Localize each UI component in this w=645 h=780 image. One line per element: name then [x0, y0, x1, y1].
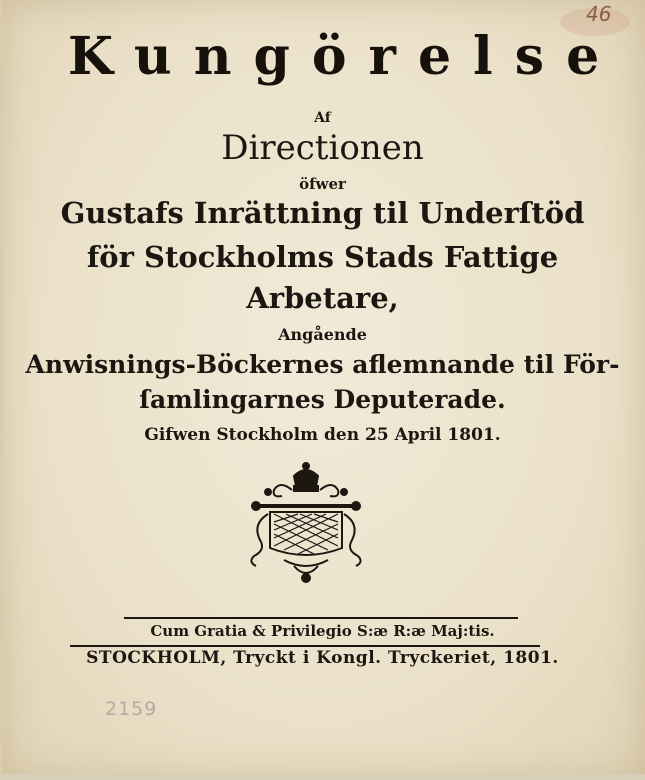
subject-line-1: Anwisnings-Böckernes aflemnande til För-: [25, 350, 620, 379]
divider-rule-top: [124, 617, 518, 619]
subject-line-2: ſamlingarnes Deputerade.: [139, 385, 506, 414]
preposition-af: Af: [314, 110, 331, 126]
handwritten-number-bottom: 2159: [105, 698, 158, 720]
handwritten-number-top: 46: [586, 2, 612, 26]
divider-rule-bottom: [70, 645, 540, 647]
issuer-heading: Directionen: [221, 128, 424, 168]
document-title: Kungörelse: [67, 26, 622, 87]
body-line-3: Arbetare,: [246, 281, 399, 315]
body-line-1: Gustafs Inrättning til Underſtöd: [60, 196, 585, 230]
privilege-line: Cum Gratia & Privilegio S:æ R:æ Maj:tis.: [150, 622, 495, 640]
imprint-line: STOCKHOLM, Tryckt i Kongl. Tryckeriet, 1801.: [86, 648, 559, 668]
crown-vignette-icon: [244, 462, 368, 586]
body-line-2: för Stockholms Stads Fattige: [86, 240, 559, 274]
date-line: Gifwen Stockholm den 25 April 1801.: [144, 425, 501, 445]
preposition-ofwer: öfwer: [299, 175, 346, 193]
preposition-angaende: Angående: [278, 325, 367, 344]
